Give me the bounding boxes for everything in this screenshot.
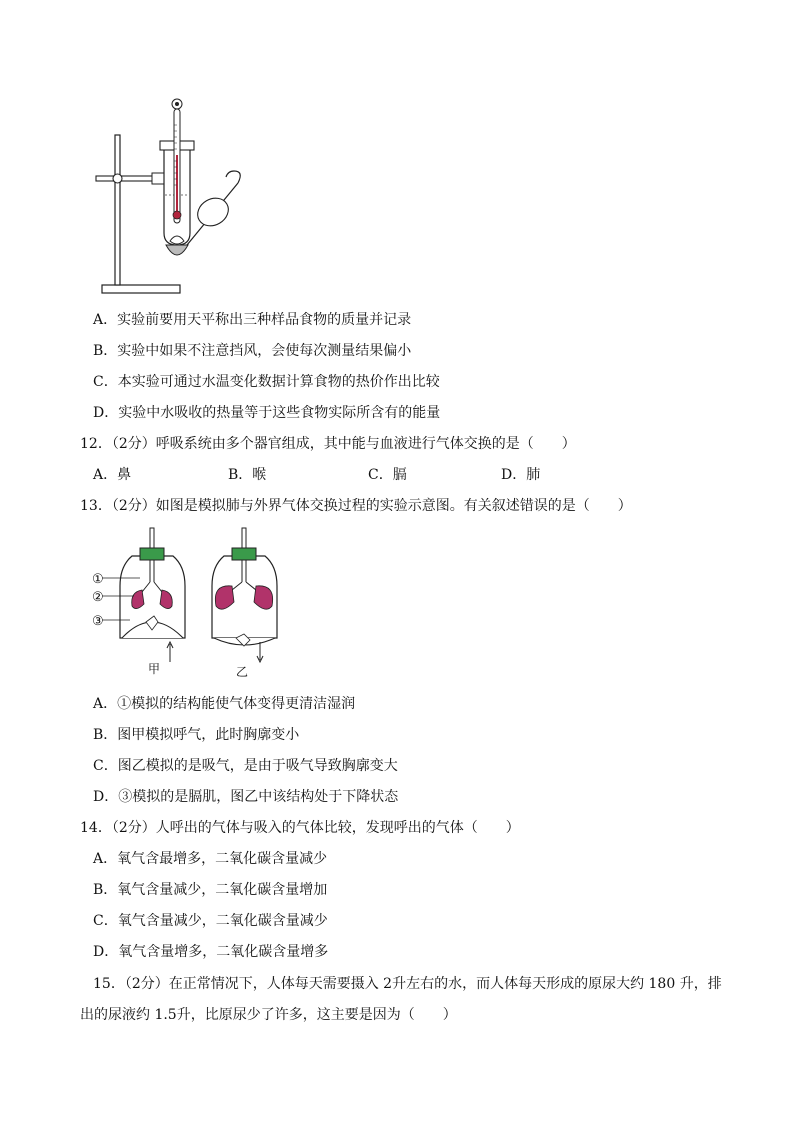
q13-option-a: A．①模拟的结构能使气体变得更清洁湿润 [93,696,356,712]
q12-option-c: C．膈 [368,467,407,483]
calorimetry-apparatus-figure [90,95,250,300]
figure-label-yi: 乙 [236,665,249,679]
q12-option-b: B．喉 [228,467,267,483]
lung-model-figure-jia [90,526,200,666]
q14-option-b: B．氧气含量减少，二氧化碳含量增加 [93,882,328,898]
marker-1: ① [92,572,104,587]
figure-label-jia: 甲 [148,662,161,676]
q12-option-d: D．肺 [501,467,541,483]
q14-option-c: C．氧气含量减少，二氧化碳含量减少 [93,913,328,929]
marker-3: ③ [92,614,104,629]
q12-option-a: A．鼻 [93,467,132,483]
q11-option-d: D．实验中水吸收的热量等于这些食物实际所含有的能量 [93,405,441,421]
q14-stem: 14．（2分）人呼出的气体与吸入的气体比较，发现呼出的气体（ ） [80,820,520,836]
q15-stem-line2: 出的尿液约 1.5升，比原尿少了许多，这主要是因为（ ） [80,1007,457,1023]
q11-option-a: A．实验前要用天平称出三种样品食物的质量并记录 [93,312,412,328]
marker-2: ② [92,590,104,605]
q12-stem: 12．（2分）呼吸系统由多个器官组成，其中能与血液进行气体交换的是（ ） [80,436,576,452]
q11-option-c: C．本实验可通过水温变化数据计算食物的热价作出比较 [93,374,440,390]
q14-option-a: A．氧气含最增多，二氧化碳含量减少 [93,851,328,867]
q14-option-d: D．氧气含量增多，二氧化碳含量增多 [93,944,329,960]
q13-option-d: D．③模拟的是膈肌，图乙中该结构处于下降状态 [93,789,399,805]
q13-option-b: B．图甲模拟呼气，此时胸廓变小 [93,727,300,743]
q15-stem-line1: 15．（2分）在正常情况下，人体每天需要摄入 2升左右的水，而人体每天形成的原尿大约 180 升，排 [93,976,722,992]
q13-option-c: C．图乙模拟的是吸气，是由于吸气导致胸廓变大 [93,758,398,774]
q11-option-b: B．实验中如果不注意挡风，会使每次测量结果偏小 [93,343,412,359]
q13-stem: 13．（2分）如图是模拟肺与外界气体交换过程的实验示意图。有关叙述错误的是（ ） [80,498,632,514]
lung-model-figure-yi [200,526,290,666]
